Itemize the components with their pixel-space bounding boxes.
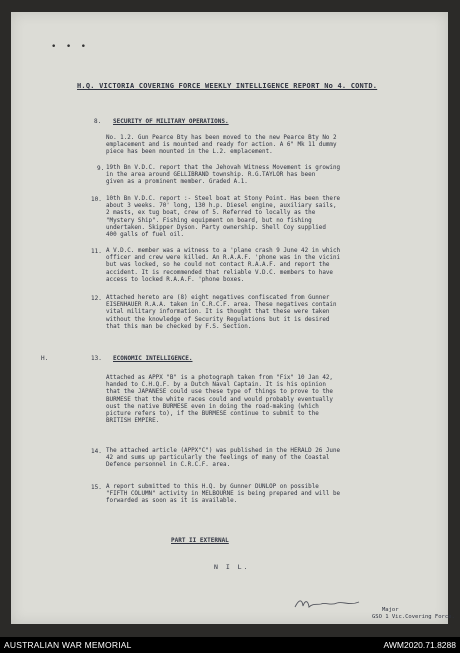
para-line: Defence personnel in C.R.C.F. area. — [106, 462, 231, 469]
handwritten-signature — [293, 597, 363, 611]
para-line: 42 and sums up particularly the feelings of many of the Coastal — [106, 455, 330, 462]
signature-rank: Major — [382, 607, 399, 613]
paragraph-number: 10. — [91, 196, 102, 203]
para-line: EISENHAUER R.A.A. taken in C.R.C.F. area. These negatives contain — [106, 302, 337, 309]
para-line: 400 galls of fuel oil. — [106, 232, 185, 239]
para-line: access to locked R.A.A.F. 'phone boxes. — [106, 276, 245, 283]
paragraph-number: 9. — [97, 165, 105, 172]
paragraph-number: 11. — [91, 248, 102, 255]
paragraph-9 — [106, 165, 451, 187]
para-line: handed to C.H.Q.F. by a Dutch Naval Captain. It is his opinion — [106, 382, 326, 389]
para-line: BURMESE that the white races could and would probably eventually — [106, 396, 333, 403]
paragraph-11 — [106, 248, 451, 284]
para-line: vital military information. It is thought that these were taken — [106, 309, 330, 316]
section-g-heading: SECURITY OF MILITARY OPERATIONS. — [113, 118, 229, 125]
para-line: Attached as APPX "B" is a photograph taken from "Fix" 10 Jan 42, — [106, 375, 333, 381]
para-line: 19th Bn V.D.C. report that the Jehovah Witness Movement is growing — [106, 165, 341, 171]
para-line: piece has been mounted in the L.2. emplacement. — [106, 149, 273, 156]
nil-text: N I L. — [214, 563, 250, 571]
para-line: BRITISH EMPIRE. — [106, 418, 160, 425]
para-line: accident. It is recommended that reliable V.D.C. members to have — [106, 269, 333, 276]
para-line: A V.D.C. member was a witness to a 'plane crash 9 June 42 in which — [106, 248, 341, 254]
para-line: officer and crew were killed. An R.A.A.F. 'phone was in the vicini — [106, 255, 341, 262]
paragraph-12 — [106, 295, 451, 331]
paragraph-14 — [106, 448, 451, 470]
paragraph-13 — [106, 375, 451, 425]
para-line: but was locked, so he could not contact R.A.A.F. and report the — [106, 262, 330, 269]
section-h-heading: ECONOMIC INTELLIGENCE. — [113, 355, 193, 362]
section-h-letter: H. — [41, 355, 49, 362]
para-line: about 3 weeks. 70' long, 130 h.p. Diesel engine, auxiliary sails, — [106, 203, 337, 210]
para-line: without the knowledge of Security Regulations but it is desired — [106, 316, 330, 323]
para-line: emplacement and is mounted and ready for action. A 6" Mk 11 dummy — [106, 142, 337, 149]
signature-unit: GSO 1 Vic.Covering Force. — [372, 613, 455, 620]
paragraph-number: 14. — [91, 448, 102, 455]
para-line: No. 1.2. Gun Pearce Bty has been moved to the new Pearce Bty No 2 — [106, 135, 337, 141]
para-line: that this man be checked by F.S. Section. — [106, 323, 252, 330]
para-line: picture refers to), if the BURMESE continue to submit to the — [106, 411, 319, 418]
binder-hole-marks: • • • — [51, 42, 89, 52]
paragraph-number: 15. — [91, 484, 102, 491]
paragraph-10 — [106, 196, 451, 239]
paragraph-number: 12. — [91, 295, 102, 302]
para-line: A report submitted to this H.Q. by Gunner DUNLOP on possible — [106, 484, 319, 490]
document-page — [11, 12, 455, 624]
footer-bar — [0, 637, 460, 653]
para-line: in the area around GELLIBRAND township. R.G.TAYLOR has been — [106, 172, 316, 179]
para-line: that the JAPANESE could use these type of things to prove to the — [106, 389, 333, 396]
part-ii-heading: PART II EXTERNAL — [171, 537, 229, 544]
signature-block — [372, 607, 455, 620]
para-line: Attached hereto are (8) eight negatives confiscated from Gunner — [106, 295, 330, 301]
footer-institution: AUSTRALIAN WAR MEMORIAL — [4, 640, 132, 650]
report-title: H.Q. VICTORIA COVERING FORCE WEEKLY INTELLIGENCE REPORT No 4. CONTD. — [77, 82, 378, 90]
para-line: given as a prominent member. Graded A.1. — [106, 179, 248, 186]
para-line: "Mystery Ship". Fishing equipment on board, but no fishing — [106, 217, 312, 224]
paragraph-g-intro — [106, 135, 451, 157]
para-line: The attached article (APPX"C") was published in the HERALD 26 June — [106, 448, 341, 454]
para-line: 2 masts, ex tug boat, crew of 5. Referred to locally as the — [106, 210, 316, 217]
section-g-number: 8. — [94, 118, 102, 125]
para-line: 10th Bn V.D.C. report :- Steel boat at Stony Point. Has been there — [106, 196, 341, 202]
para-line: "FIFTH COLUMN" activity in MELBOURNE is being prepared and will be — [106, 491, 341, 498]
para-line: undertaken. Skipper Dyson. Party ownership. Shell Coy supplied — [106, 224, 326, 231]
footer-accession-number: AWM2020.71.8288 — [383, 640, 456, 650]
para-line: oust the native BURMESE even in doing the road-making (which — [106, 403, 319, 410]
paragraph-15 — [106, 484, 451, 506]
section-h-number: 13. — [91, 355, 102, 362]
para-line: forwarded as soon as it is available. — [106, 498, 238, 505]
